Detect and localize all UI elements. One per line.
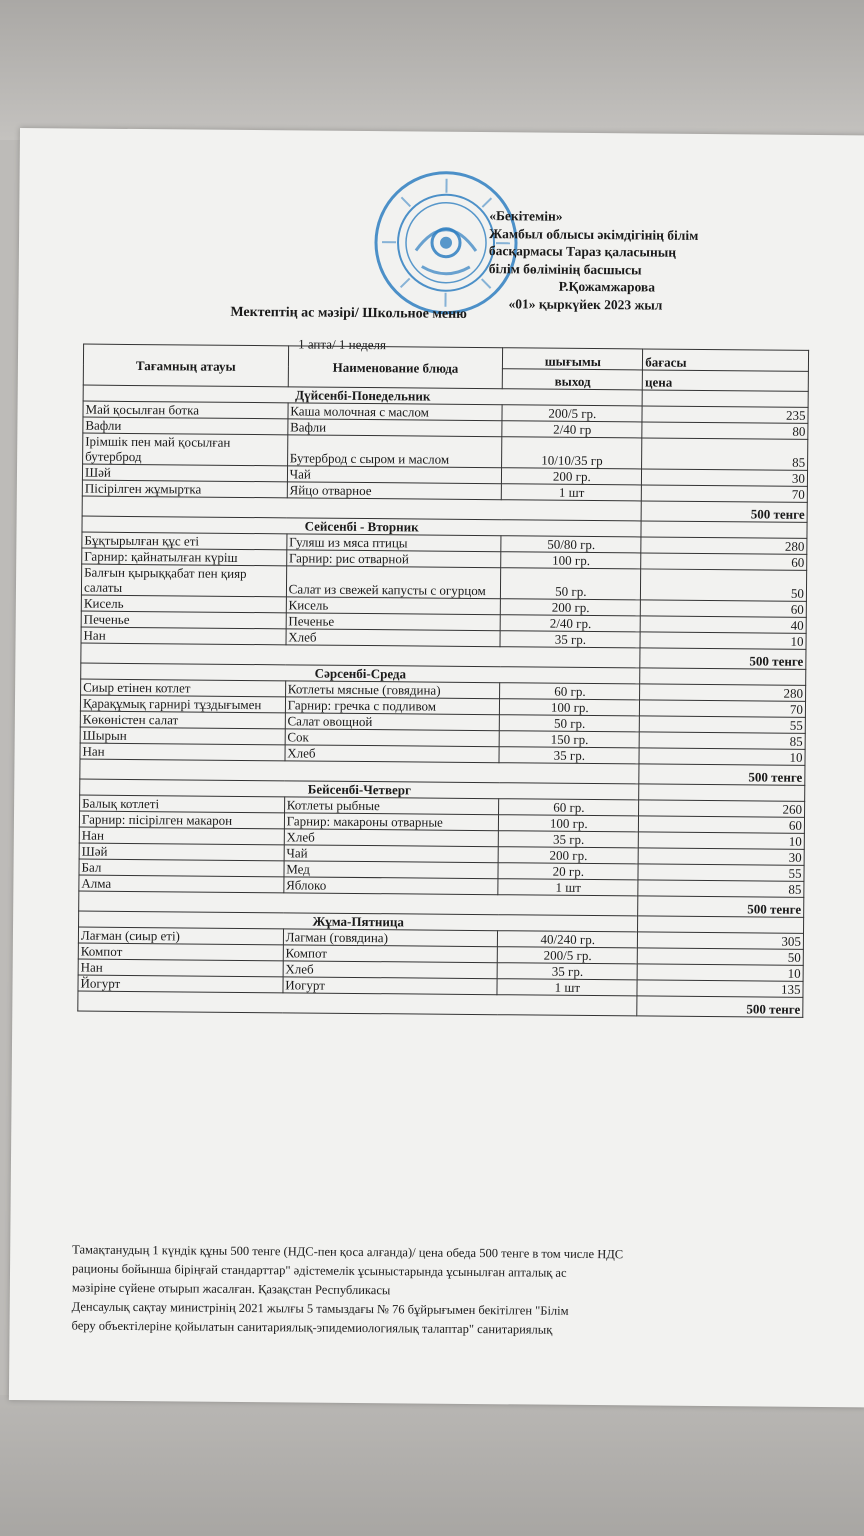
dish-name-ru: Хлеб [283,961,498,979]
dish-name-ru: Гарнир: гречка с подливом [285,697,500,715]
dish-output: 200/5 гр. [502,405,642,422]
header-price-ru: цена [642,369,808,391]
day-total: 500 тенге [638,896,804,917]
dish-name-ru: Сок [285,729,500,747]
dish-output: 35 гр. [499,831,639,848]
day-total: 500 тенге [640,648,806,669]
dish-name-kz: Май қосылған ботка [83,401,288,419]
dish-price: 85 [639,732,805,749]
footer-note [71,1240,752,1341]
day-title: Жұма-Пятница [79,911,638,932]
dish-name-ru: Мед [284,861,499,879]
dish-price: 280 [641,537,807,554]
dish-price: 85 [642,438,808,470]
dish-name-kz: Вафли [83,417,288,435]
dish-output: 10/10/35 гр [502,437,642,469]
dish-name-kz: Шәй [79,843,284,861]
day-price-blank [641,521,807,538]
approval-block [488,207,698,314]
dish-name-kz: Бал [79,859,284,877]
approval-line: басқармасы Тараз қаласының [488,243,677,260]
dish-name-kz: Нан [80,743,285,761]
dish-name-kz: Лағман (сиыр еті) [78,927,283,945]
header-output-kz: шығымы [503,348,643,370]
dish-price: 10 [637,964,803,981]
dish-output: 50 гр. [501,568,641,600]
dish-name-ru: Каша молочная с маслом [288,403,503,421]
header-name-kz: Тағамның атауы [83,344,288,387]
dish-name-ru: Салат из свежей капусты с огурцом [286,566,501,599]
background-bottom [0,1395,864,1536]
day-title: Бейсенбі-Четверг [80,779,639,800]
dish-name-kz: Пісірілген жұмыртка [82,480,287,498]
approval-line: «Бекітемін» [489,208,563,224]
week-label: 1 апта/ 1 неделя [298,336,387,353]
dish-name-ru: Компот [283,945,498,963]
dish-output: 100 гр. [500,699,640,716]
day-total: 500 тенге [639,764,805,785]
dish-name-kz: Компот [78,943,283,961]
day-title: Сейсенбі - Вторник [82,516,641,537]
dish-output: 35 гр. [498,963,638,980]
dish-name-ru: Хлеб [285,745,500,763]
dish-price: 10 [639,748,805,765]
dish-price: 70 [642,485,808,502]
dish-price: 40 [640,616,806,633]
dish-name-ru: Яблоко [284,877,499,895]
dish-name-ru: Яйцо отварное [287,482,502,500]
dish-output: 50 гр. [500,715,640,732]
dish-price: 10 [640,632,806,649]
dish-price: 260 [639,800,805,817]
dish-price: 55 [640,716,806,733]
dish-name-kz: Алма [79,875,284,893]
day-total: 500 тенге [637,996,803,1017]
dish-name-kz: Көкөністен салат [80,711,285,729]
dish-name-kz: Балғын қырыққабат пен қияр салаты [81,564,286,597]
dish-output: 60 гр. [500,683,640,700]
dish-price: 70 [640,700,806,717]
dish-name-ru: Хлеб [284,829,499,847]
dish-name-ru: Вафли [288,419,503,437]
dish-name-kz: Қарақұмық гарнирі тұздығымен [80,695,285,713]
day-price-blank [638,916,804,933]
dish-price: 10 [638,832,804,849]
dish-output: 1 шт [498,879,638,896]
day-price-blank [640,668,806,685]
dish-price: 305 [638,932,804,949]
dish-name-kz: Шәй [82,464,287,482]
menu-table [77,344,809,1018]
dish-name-kz: Балық котлеті [80,795,285,813]
dish-price: 60 [639,816,805,833]
dish-name-ru: Хлеб [286,629,501,647]
dish-name-kz: Гарнир: қайнатылған күріш [82,548,287,566]
dish-name-ru: Кисель [286,597,501,615]
dish-output: 35 гр. [500,631,640,648]
dish-name-ru: Иогурт [283,977,498,995]
dish-name-kz: Печенье [81,611,286,629]
footer-line: беру объектілеріне қойылатын санитариялық-эпидемиологиялық талаптар" санитариялық [71,1318,553,1337]
dish-output: 200 гр. [499,847,639,864]
dish-output: 60 гр. [499,799,639,816]
dish-price: 50 [637,948,803,965]
dish-name-ru: Котлеты рыбные [284,797,499,815]
dish-output: 40/240 гр. [498,931,638,948]
dish-name-kz: Нан [79,827,284,845]
dish-output: 2/40 гр. [501,615,641,632]
dish-output: 1 шт [497,979,637,996]
dish-output: 200 гр. [501,599,641,616]
dish-name-kz: Нан [78,959,283,977]
dish-name-kz: Гарнир: пісірілген макарон [79,811,284,829]
dish-price: 85 [638,880,804,897]
dish-price: 50 [641,569,807,601]
dish-name-ru: Гарнир: рис отварной [286,550,501,568]
dish-output: 50/80 гр. [501,536,641,553]
dish-name-ru: Котлеты мясные (говядина) [285,681,500,699]
dish-price: 135 [637,980,803,997]
dish-name-kz: Бұқтырылған құс еті [82,532,287,550]
day-price-blank [642,390,808,407]
dish-name-ru: Салат овощной [285,713,500,731]
dish-name-ru: Лагман (говядина) [283,929,498,947]
menu-document [9,128,864,1407]
background-top [0,0,864,140]
dish-name-kz: Йогурт [78,975,283,993]
dish-output: 150 гр. [500,731,640,748]
dish-price: 235 [642,406,808,423]
dish-name-ru: Чай [287,466,502,484]
menu-body [78,385,808,1017]
dish-price: 80 [642,422,808,439]
dish-name-kz: Нан [81,627,286,645]
dish-name-kz: Сиыр етінен котлет [81,679,286,697]
dish-name-kz: Шырын [80,727,285,745]
approval-line: білім бөлімінің басшысы [488,260,642,277]
dish-output: 200/5 гр. [498,947,638,964]
footer-line: Денсаулық сақтау министрінің 2021 жылғы 5 тамыздағы № 76 бұйрығымен бекітілген "Білім [71,1299,569,1318]
approval-line: Жамбыл облысы әкімдігінің білім [489,225,699,243]
dish-price: 60 [641,553,807,570]
footer-line: Тамақтанудың 1 күндік құны 500 тенге (НДС-пен қоса алғанда)/ цена обеда 500 тенге в том числе НДС [72,1242,624,1262]
dish-output: 20 гр. [498,863,638,880]
day-total: 500 тенге [641,501,807,522]
dish-price: 280 [640,684,806,701]
approval-date: «01» қыркүйек 2023 жыл [508,295,663,313]
dish-output: 1 шт [502,484,642,501]
dish-price: 30 [642,469,808,486]
dish-output: 100 гр. [501,552,641,569]
dish-price: 30 [638,848,804,865]
approval-signatory: Р.Қожамжарова [558,278,656,295]
dish-output: 100 гр. [499,815,639,832]
dish-name-kz: Кисель [81,595,286,613]
header-name-ru: Наименование блюда [288,346,503,389]
menu-title: Мектептің ас мәзірі/ Школьное меню [230,304,467,322]
dish-name-ru: Печенье [286,613,501,631]
total-blank [78,991,637,1016]
dish-price: 55 [638,864,804,881]
header-output-ru: выход [503,368,643,390]
day-title: Сәрсенбі-Среда [81,663,640,684]
header-price-kz: бағасы [643,349,809,371]
dish-name-ru: Бутерброд с сыром и маслом [287,435,502,468]
footer-line: мәзіріне сүйене отырып жасалған. Қазақстан Республикасы [71,1280,391,1298]
day-title: Дүйсенбі-Понедельник [83,385,642,406]
day-price-blank [639,784,805,801]
dish-output: 200 гр. [502,468,642,485]
dish-name-kz: Ірімшік пен май қосылған бутерброд [83,433,288,466]
dish-name-ru: Гуляш из мяса птицы [287,534,502,552]
dish-price: 60 [641,600,807,617]
dish-output: 35 гр. [499,747,639,764]
dish-output: 2/40 гр [502,421,642,438]
dish-name-ru: Чай [284,845,499,863]
dish-name-ru: Гарнир: макароны отварные [284,813,499,831]
footer-line: рационы бойынша біріңғай стандарттар" әдістемелік ұсыныстарында ұсынылған апталық ас [71,1261,567,1280]
